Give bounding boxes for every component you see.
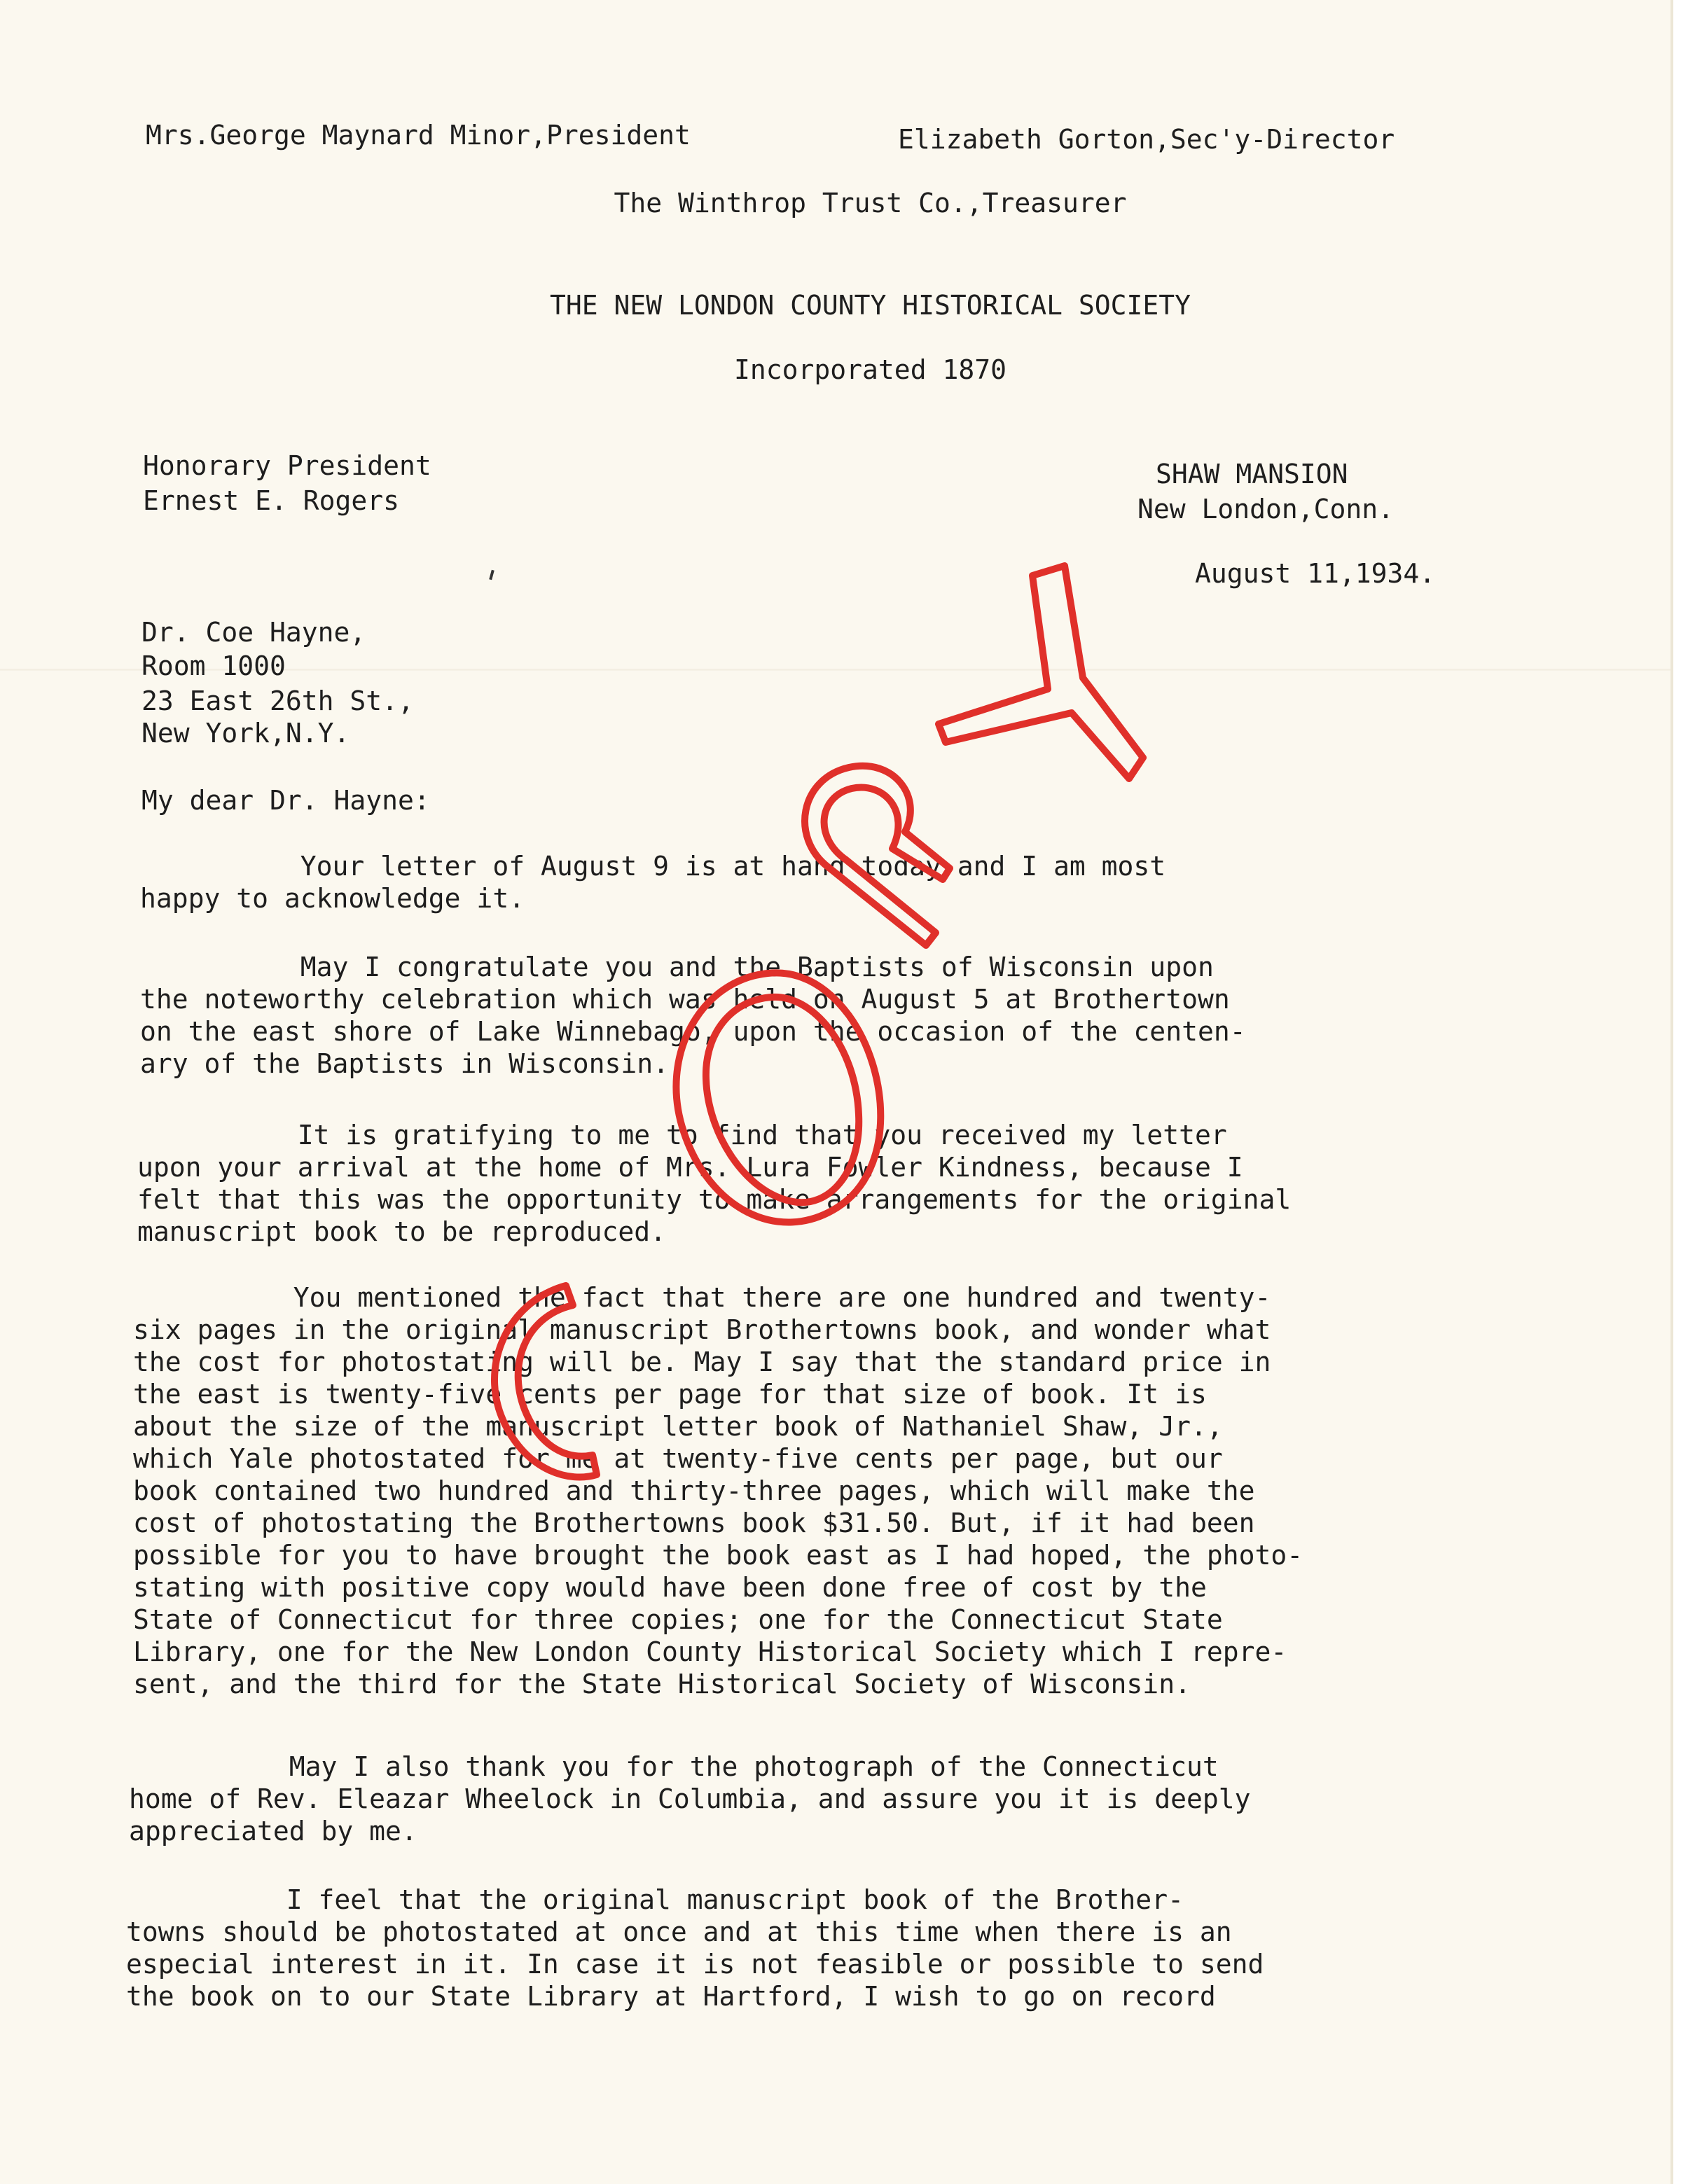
salutation: My dear Dr. Hayne:: [141, 785, 430, 816]
stamp-letter-y: [939, 566, 1143, 779]
body-paragraph: Your letter of August 9 is at hand today and I am most happy to acknowledge it.: [140, 851, 1166, 914]
recipient-line: New York,N.Y.: [141, 718, 350, 749]
president-line: Mrs.George Maynard Minor,President: [146, 120, 691, 151]
incorporated-line: Incorporated 1870: [734, 354, 1006, 385]
location-name: SHAW MANSION: [1156, 459, 1348, 489]
recipient-line: 23 East 26th St.,: [141, 686, 414, 716]
body-paragraph: May I also thank you for the photograph of the Connecticut home of Rev. Eleazar Wheelock in Columbia, and assure you it is deeply appreciated by me.: [129, 1751, 1251, 1846]
recipient-line: Room 1000: [141, 651, 286, 681]
honorary-president-name: Ernest E. Rogers: [143, 485, 400, 516]
body-paragraph: May I congratulate you and the Baptists of Wisconsin upon the noteworthy celebration which was held on August 5 at Brothertown on the east shore of Lake Winnebago, upon the occasion of the centen- ary of the Baptists in Wisconsin.: [140, 952, 1246, 1079]
body-paragraph: I feel that the original manuscript book of the Brother- towns should be photostated at once and at this time when there is an especial interest in it. In case it is not feasible or possible to send the book on to our State Library at Hartford, I wish to go on record: [126, 1884, 1264, 2012]
body-paragraph: It is gratifying to me to find that you received my letter upon your arrival at the home of Mrs. Lura Fowler Kindness, because I felt that this was the opportunity to make arrangements for the original manuscript book to be reproduced.: [137, 1120, 1292, 1247]
secretary-line: Elizabeth Gorton,Sec'y-Director: [898, 124, 1395, 155]
treasurer-line: The Winthrop Trust Co.,Treasurer: [614, 188, 1127, 218]
location-city: New London,Conn.: [1137, 494, 1395, 524]
society-name: THE NEW LONDON COUNTY HISTORICAL SOCIETY: [549, 290, 1191, 321]
letter-date: August 11,1934.: [1195, 558, 1436, 589]
recipient-line: Dr. Coe Hayne,: [141, 617, 366, 648]
honorary-president-title: Honorary President: [143, 450, 431, 481]
ink-speck: [489, 570, 494, 580]
body-paragraph: You mentioned the fact that there are one hundred and twenty- six pages in the original manuscript Brothertowns book, and wonder what the cost for photostating will be. May I say that the standard price in the east is twenty-five cents per page for that size of book. It is about the size of the manuscript letter book of Nathaniel Shaw, Jr., which Yale photostated for me at twenty-five cents per page, but our book contained two hundred and thirty-three pages, which will make the cost of photostating the Brothertowns book $31.50. But, if it had been possible for you to have brought the book east as I had hoped, the photo- stating with positive copy would have been done free of cost by the State of Connecticut for three copies; one for the Connecticut State Library, one for the New London County Historical Society which I repre- sent, and the third for the State Historical Society of Wisconsin.: [133, 1282, 1303, 1699]
